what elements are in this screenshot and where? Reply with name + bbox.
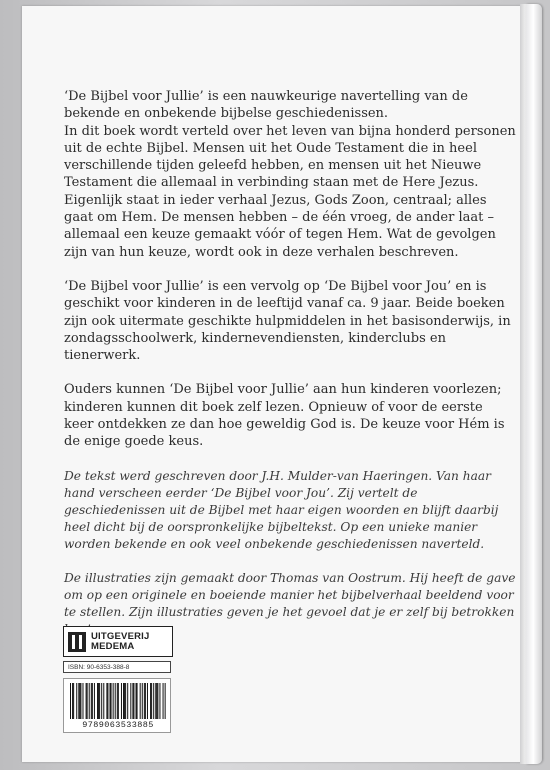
barcode-bars (70, 683, 166, 721)
barcode-bar (97, 683, 98, 719)
barcode-bar (113, 683, 114, 719)
barcode-bar (130, 683, 131, 719)
barcode-bar (140, 683, 141, 719)
barcode-bar (165, 683, 166, 719)
barcode-bar (73, 683, 74, 719)
barcode-bar (72, 683, 73, 719)
paragraph-intro: ‘De Bijbel voor Jullie’ is een nauwkeurige navertelling van de bekende en onbekende bijbelse geschiedenissen. (64, 89, 468, 122)
paragraph-gap (64, 451, 516, 468)
barcode-bar (118, 683, 119, 719)
barcode-bar (145, 683, 146, 719)
barcode-bar (123, 683, 124, 719)
paragraph-illustrator: De illustraties zijn gemaakt door Thomas van Oostrum. Hij heeft de gave om op een originele en boeiende manier het bijbelverhaal beeldend voor te stellen. Zijn illustraties geven je het gevoel dat je er zelf bij betrokken (64, 570, 516, 619)
publisher-logo-icon (68, 632, 86, 652)
barcode-bar (87, 683, 88, 719)
isbn-label: ISBN: 90-6353-388-8 (63, 661, 171, 673)
barcode-bar (156, 683, 157, 719)
publisher-line-2: MEDEMA (91, 640, 135, 652)
paragraph-gap (64, 553, 516, 570)
barcode-bar (115, 683, 116, 719)
barcode-bar (107, 683, 108, 719)
barcode-bar (136, 683, 137, 719)
barcode-bar (80, 683, 81, 719)
barcode-bar (82, 683, 83, 719)
barcode-bar (92, 683, 93, 719)
barcode-bar (127, 683, 128, 719)
paragraph-gap (64, 364, 516, 381)
barcode-bar (121, 683, 122, 719)
paragraph-jesus: Eigenlijk staat in ieder verhaal Jezus, Gods Zoon, centraal; alles gaat om Hem. De mensen hebben – de één vroeg, de ander laat – allemaal een keuze gemaakt vóór of tegen Hem. Wat de gevolgen zijn van hun keuze, wordt ook in deze verhalen beschreven. (64, 192, 496, 260)
barcode-bar (76, 683, 77, 719)
barcode-bar (144, 683, 145, 719)
barcode (63, 678, 171, 733)
barcode-bar (142, 683, 143, 719)
barcode-bar (103, 683, 104, 719)
blurb-text (64, 88, 516, 638)
barcode-bar (78, 683, 79, 719)
barcode-bar (155, 683, 156, 719)
barcode-bar (132, 683, 133, 719)
barcode-bar (147, 683, 148, 719)
barcode-bar (91, 683, 92, 719)
barcode-bar (94, 683, 95, 719)
book-spine (526, 4, 542, 764)
barcode-bar (159, 683, 160, 719)
barcode-bar (89, 683, 90, 719)
barcode-bar (86, 683, 87, 719)
barcode-bar (98, 683, 99, 719)
barcode-bar (111, 683, 112, 719)
barcode-bar (79, 683, 80, 719)
paragraph-author: De tekst werd geschreven door J.H. Mulder-van Haeringen. Van haar hand verscheen eerder ‘De Bijbel voor Jou’. Zij vertelt de geschiedenissen uit de Bijbel met haar eigen woorden en blijft daarbij heel dicht bij de oorspronkelijke bijbeltekst. Op een unieke manier worden bekende en ook veel onbekende geschiedenissen naverteld. (64, 468, 499, 551)
barcode-bar (117, 683, 118, 719)
barcode-bar (110, 683, 111, 719)
paragraph-gap (64, 261, 516, 278)
barcode-bar (157, 683, 158, 719)
barcode-bar (124, 683, 125, 719)
barcode-bar (150, 683, 151, 719)
paragraph-sequel: ‘De Bijbel voor Jullie’ is een vervolg op ‘De Bijbel voor Jou’ en is geschikt voor kinderen in de leeftijd vanaf ca. 9 jaar. Beide boeken zijn ook uitermate geschikte hulpmiddelen in het basisonderwijs, in zondagsschoolwerk, kindernevendiensten, kinderclubs en tienerwerk. (64, 278, 511, 364)
publisher-name (91, 632, 150, 652)
barcode-bar (70, 683, 71, 719)
barcode-bar (99, 683, 100, 719)
barcode-bar (163, 683, 164, 719)
publisher-line-1: UITGEVERIJ (91, 630, 150, 642)
barcode-bar (106, 683, 107, 719)
publisher-logo (63, 626, 173, 657)
paragraph-parents: Ouders kunnen ‘De Bijbel voor Jullie’ aan hun kinderen voorlezen; kinderen kunnen dit boek zelf lezen. Opnieuw of voor de eerste keer ontdekken ze dan hoe geweldig God is. De keuze voor Hém is de enige goede keus. (64, 382, 505, 450)
barcode-number: 9789063533885 (82, 720, 154, 730)
barcode-bar (151, 683, 152, 719)
paragraph-persons: In dit boek wordt verteld over het leven van bijna honderd personen uit de echte Bijbel. Mensen uit het Oude Testament die in heel verschillende tijden geleefd hebben, en mensen uit het Nieuwe Testament die allemaal in verbinding staan met de Here Jezus. (64, 123, 516, 191)
barcode-bar (153, 683, 154, 719)
barcode-bar (133, 683, 134, 719)
barcode-bar (125, 683, 126, 719)
barcode-bar (137, 683, 138, 719)
barcode-bar (101, 683, 102, 719)
